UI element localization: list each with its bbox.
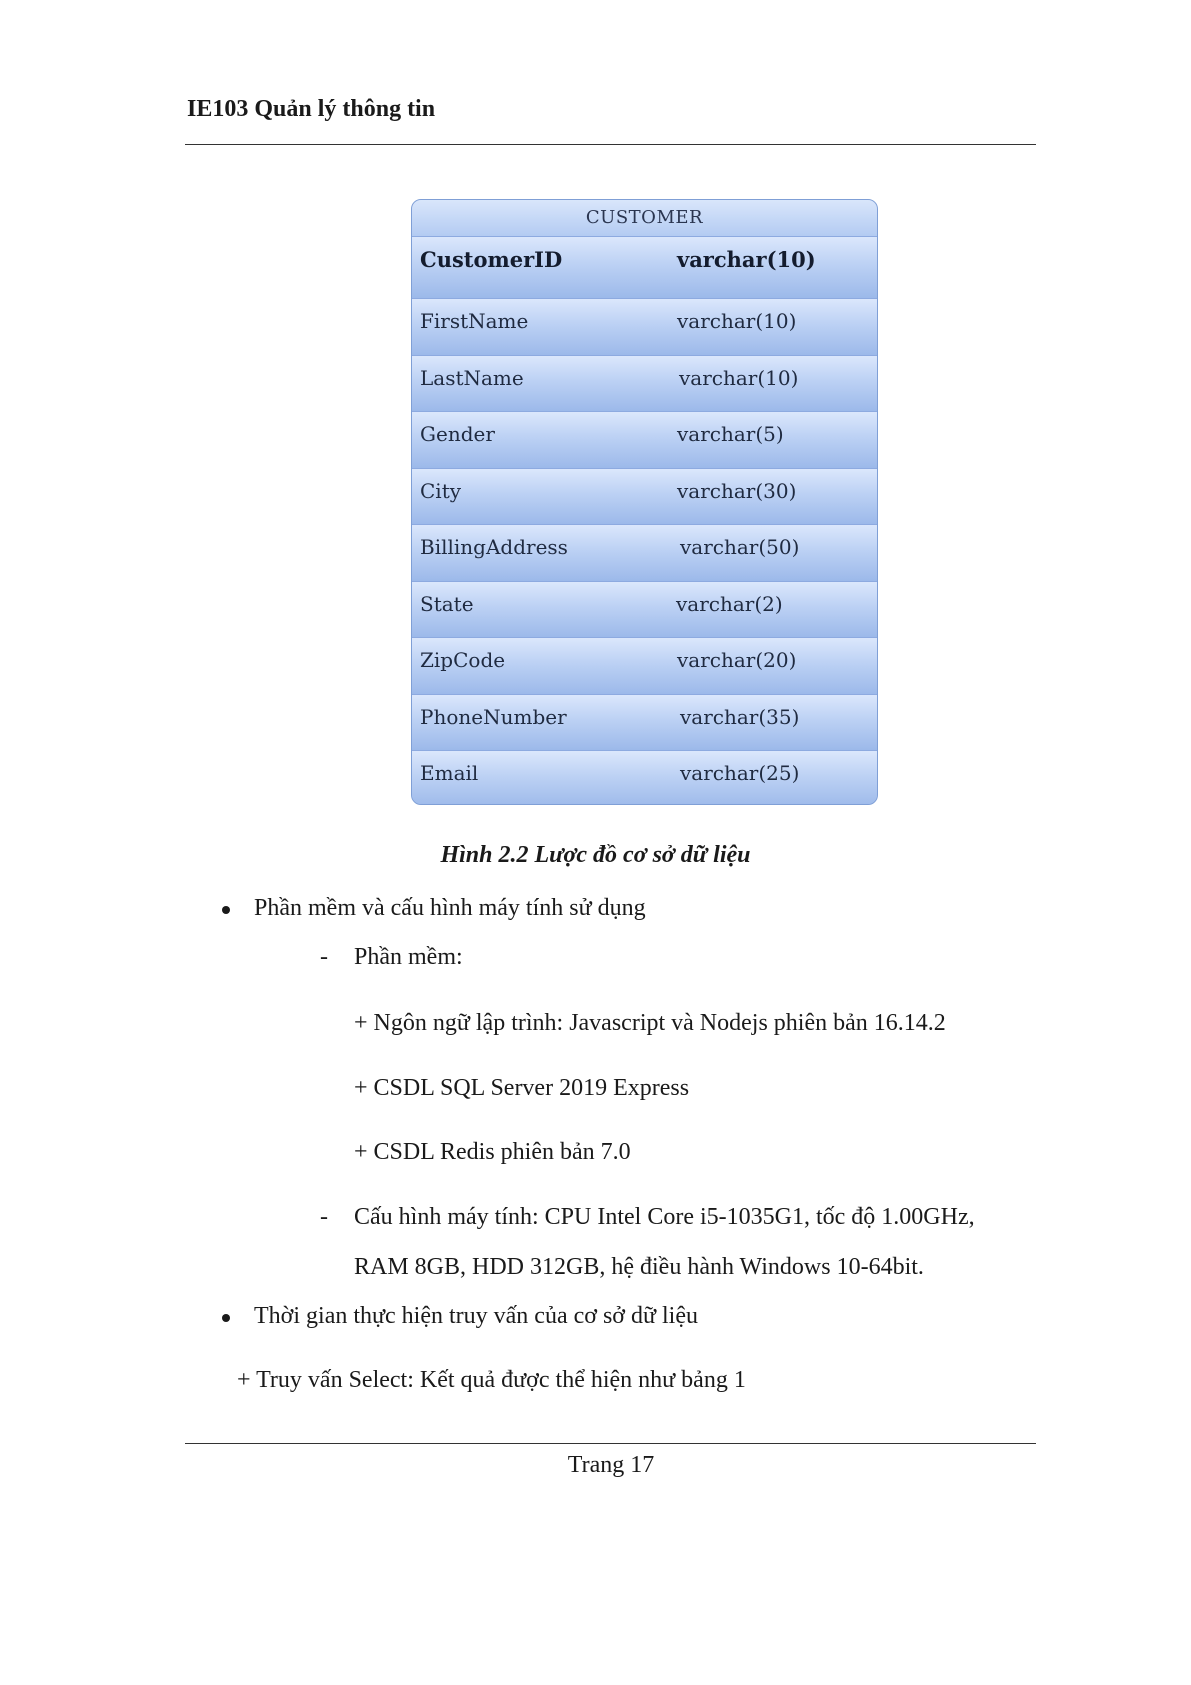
column-type: varchar(5) [677, 422, 784, 446]
hardware-config-line2: RAM 8GB, HDD 312GB, hệ điều hành Windows 10-64bit. [354, 1254, 924, 1280]
page-header-title: IE103 Quản lý thông tin [187, 96, 436, 122]
table-row [412, 638, 877, 695]
table-row [412, 751, 877, 805]
column-name: LastName [420, 365, 524, 390]
bullet-software-config: Phần mềm và cấu hình máy tính sử dụng [254, 895, 646, 921]
table-row [412, 469, 877, 526]
column-type: varchar(30) [677, 478, 797, 503]
header-rule [185, 144, 1036, 145]
column-name: City [420, 478, 462, 503]
table-row [412, 356, 877, 413]
footer-rule [185, 1443, 1036, 1444]
column-name: ZipCode [420, 648, 506, 672]
table-row [412, 695, 877, 752]
column-name: BillingAddress [420, 535, 568, 559]
column-type: varchar(50) [680, 535, 800, 559]
column-type: varchar(10) [679, 365, 799, 390]
figure-caption: Hình 2.2 Lược đồ cơ sở dữ liệu [440, 842, 751, 868]
table-row [412, 582, 877, 639]
dash-marker: - [320, 1204, 328, 1230]
software-item-language: + Ngôn ngữ lập trình: Javascript và Nodejs phiên bản 16.14.2 [354, 1010, 946, 1036]
column-type: varchar(20) [677, 648, 797, 672]
table-row [412, 525, 877, 582]
column-type: varchar(10) [677, 309, 797, 333]
bullet-query-time: Thời gian thực hiện truy vấn của cơ sở dữ liệu [254, 1303, 698, 1329]
software-label: Phần mềm: [354, 944, 463, 970]
table-name: CUSTOMER [412, 200, 877, 237]
column-type: varchar(25) [680, 761, 800, 785]
bullet-dot [222, 906, 230, 914]
page-number: Trang 17 [567, 1452, 655, 1478]
bullet-dot [222, 1314, 230, 1322]
primary-key-row [412, 237, 877, 299]
column-type: varchar(2) [676, 591, 783, 616]
column-name: FirstName [420, 309, 529, 333]
column-type: varchar(10) [677, 247, 816, 272]
software-item-redis: + CSDL Redis phiên bản 7.0 [354, 1139, 631, 1165]
select-query-line: + Truy vấn Select: Kết quả được thể hiện như bảng 1 [237, 1367, 746, 1393]
column-name: CustomerID [420, 247, 563, 272]
column-name: PhoneNumber [420, 704, 567, 729]
customer-table-diagram [411, 199, 878, 805]
column-name: Email [420, 761, 479, 785]
table-row [412, 299, 877, 356]
software-item-sqlserver: + CSDL SQL Server 2019 Express [354, 1075, 690, 1101]
dash-marker: - [320, 944, 328, 970]
column-name: State [420, 591, 474, 616]
hardware-config-line1: Cấu hình máy tính: CPU Intel Core i5-1035G1, tốc độ 1.00GHz, [354, 1204, 975, 1230]
table-row [412, 412, 877, 469]
column-type: varchar(35) [680, 704, 800, 729]
column-name: Gender [420, 422, 495, 446]
